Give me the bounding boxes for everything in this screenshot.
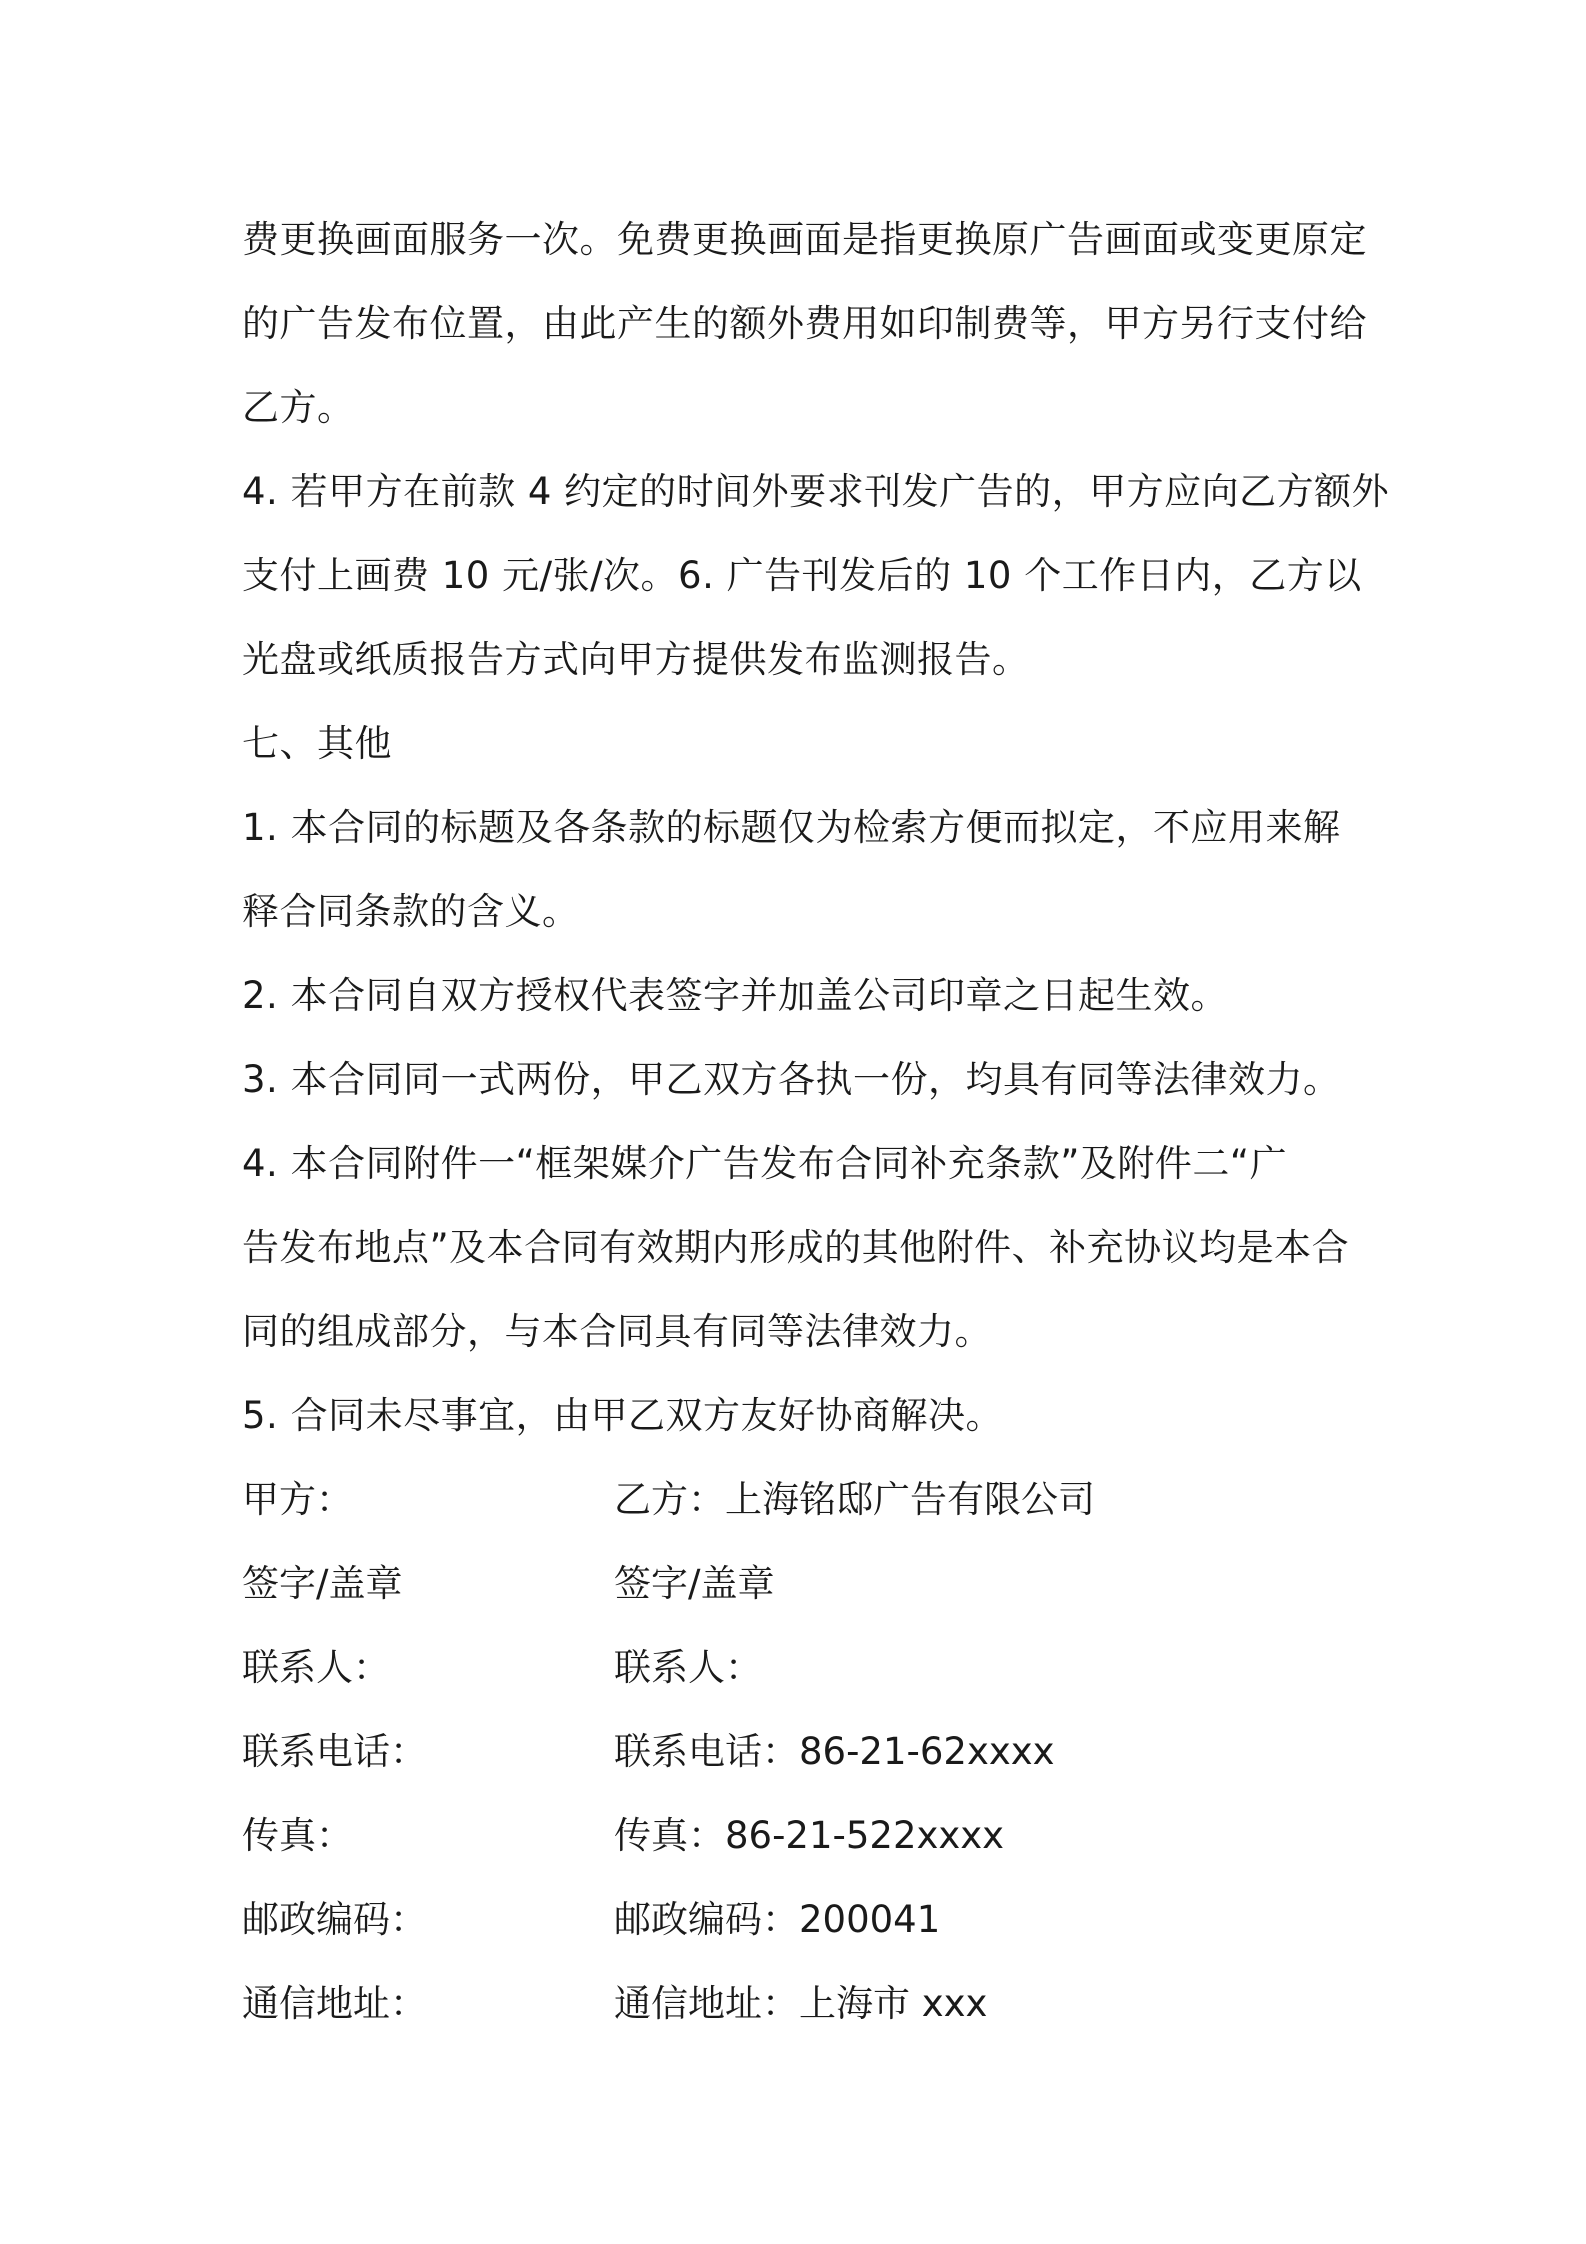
body-line: 2. 本合同自双方授权代表签字并加盖公司印章之日起生效。: [242, 974, 1229, 1017]
body-line: 3. 本合同同一式两份，甲乙双方各执一份，均具有同等法律效力。: [242, 1058, 1341, 1101]
signature-row: [242, 1542, 1354, 1626]
body-line: 1. 本合同的标题及各条款的标题仅为检索方便而拟定，不应用来解: [242, 806, 1341, 849]
signature-row: [242, 1878, 1354, 1962]
signature-row: [242, 1962, 1354, 2046]
body-line: 同的组成部分，与本合同具有同等法律效力。: [242, 1310, 992, 1353]
body-line: 4. 若甲方在前款 4 约定的时间外要求刊发广告的，甲方应向乙方额外: [242, 470, 1390, 513]
party-a-field: 通信地址：: [242, 1982, 427, 2025]
party-a-field: 甲方：: [242, 1478, 353, 1521]
signature-block: [242, 1458, 1354, 2046]
party-b-field: 邮政编码：200041: [614, 1898, 941, 1941]
party-b-field: 通信地址：上海市 xxx: [614, 1982, 988, 2025]
body-line: 4. 本合同附件一“框架媒介广告发布合同补充条款”及附件二“广: [242, 1142, 1288, 1185]
party-a-field: 联系电话：: [242, 1730, 427, 1773]
party-a-field: 签字/盖章: [242, 1562, 403, 1605]
party-b-field: 乙方：上海铭邸广告有限公司: [614, 1478, 1095, 1521]
body-line: 释合同条款的含义。: [242, 890, 580, 933]
section-heading: 七、其他: [242, 722, 392, 765]
party-a-field: 传真：: [242, 1814, 353, 1857]
body-line: 5. 合同未尽事宜，由甲乙双方友好协商解决。: [242, 1394, 1004, 1437]
party-a-field: 联系人：: [242, 1646, 390, 1689]
body-line: 乙方。: [242, 386, 355, 429]
body-line: 告发布地点”及本合同有效期内形成的其他附件、补充协议均是本合: [242, 1226, 1350, 1269]
signature-row: [242, 1458, 1354, 1542]
party-b-field: 联系电话：86-21-62xxxx: [614, 1730, 1055, 1773]
signature-row: [242, 1710, 1354, 1794]
party-a-field: 邮政编码：: [242, 1898, 427, 1941]
contract-body: [242, 198, 1390, 1458]
party-b-field: 传真：86-21-522xxxx: [614, 1814, 1005, 1857]
party-b-field: 联系人：: [614, 1646, 762, 1689]
signature-row: [242, 1626, 1354, 1710]
body-line: 的广告发布位置，由此产生的额外费用如印制费等，甲方另行支付给: [242, 302, 1367, 345]
body-line: 支付上画费 10 元/张/次。6. 广告刊发后的 10 个工作日内，乙方以: [242, 554, 1362, 597]
document-page: [242, 198, 1390, 2046]
signature-row: [242, 1794, 1354, 1878]
party-b-field: 签字/盖章: [614, 1562, 775, 1605]
body-line: 费更换画面服务一次。免费更换画面是指更换原广告画面或变更原定: [242, 218, 1367, 261]
body-line: 光盘或纸质报告方式向甲方提供发布监测报告。: [242, 638, 1030, 681]
